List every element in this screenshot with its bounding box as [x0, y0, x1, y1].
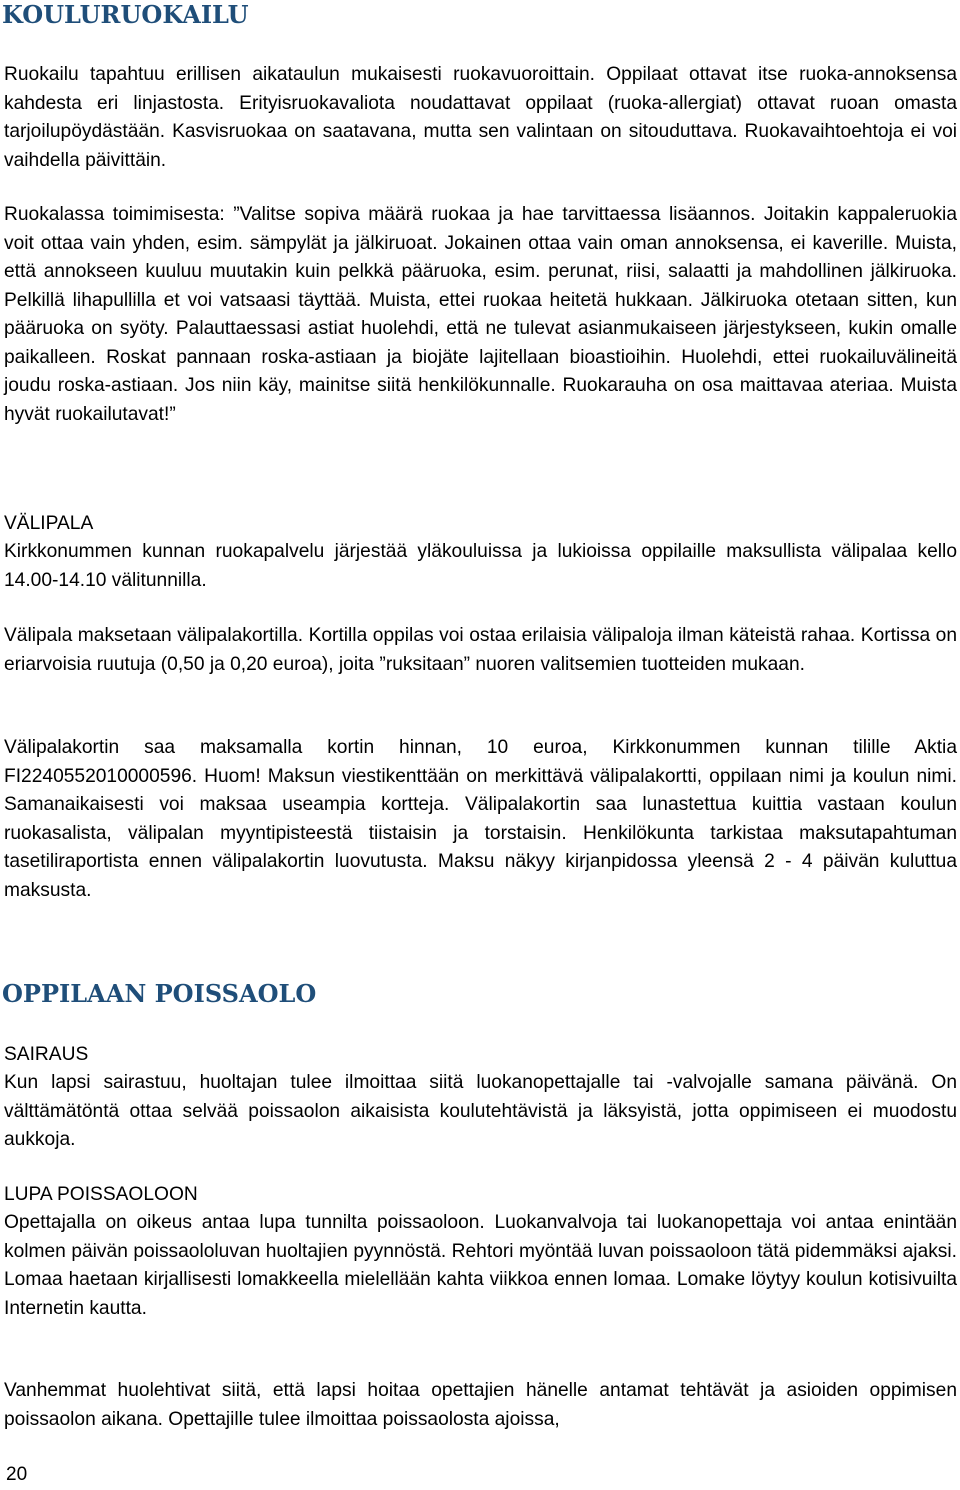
- paragraph-valipalakortti: Välipala maksetaan välipalakortilla. Kortilla oppilas voi ostaa erilaisia välipaloja ilman käteistä rahaa. Kortissa on eriarvoisia ruutuja (0,50 ja 0,20 euroa), joita ”ruksitaan” nuoren valitsemien tuotteiden mukaan.: [4, 625, 957, 675]
- paragraph-sairaus: Kun lapsi sairastuu, huoltajan tulee ilmoittaa siitä luokanopettajalle tai -valvojalle samana päivänä. On välttämätöntä ottaa selvää poissaolon aikaisista koulutehtävistä ja läksyistä, jotta oppimiseen ei muodostu aukkoja.: [4, 1072, 957, 1150]
- subheading-sairaus: SAIRAUS: [4, 1044, 89, 1065]
- page-number: 20: [6, 1464, 28, 1485]
- paragraph-valipala-intro: Kirkkonummen kunnan ruokapalvelu järjestää yläkouluissa ja lukioissa oppilaille maksullista välipalaa kello 14.00-14.10 välitunnilla.: [4, 541, 957, 591]
- paragraph-ruokailu: Ruokailu tapahtuu erillisen aikataulun mukaisesti ruokavuoroittain. Oppilaat ottavat itse ruoka-annoksensa kahdesta eri linjastosta. Erityisruokavaliota noudattavat oppilaat (ruoka-allergiat) ottavat ruoan omasta tarjoilupöydästään. Kasvisruokaa on saatavana, mutta sen valintaan on sitouduttava. Ruokavaihtoehtoja ei voi vaihdella päivittäin.: [4, 64, 957, 171]
- paragraph-ruokalassa-toimimisesta: Ruokalassa toimimisesta: ”Valitse sopiva määrä ruokaa ja hae tarvittaessa lisäannos. Joitakin kappaleruokia voit ottaa vain yhden, esim. sämpylät ja jälkiruoat. Jokainen ottaa vain oman annoksensa, ei kaverille. Muista, että annokseen kuuluu muutakin kuin pelkkä pääruoka, esim. perunat, riisi, salaatti ja mahdollinen jälkiruoka. Pelkillä lihapullilla et voi vatsaasi täyttää. Muista, ettei ruokaa heitetä hukkaan. Jälkiruoka otetaan sitten, kun pääruoka on syöty. Palauttaessasi astiat huolehdi, että ne tulevat asianmukaiseen järjestykseen, kukin omalle paikalleen. Roskat pannaan roska-astiaan ja biojäte lajitellaan bioastioihin. Huolehdi, ettei ruokailuvälineitä joudu roska-astiaan. Jos niin käy, mainitse siitä henkilökunnalle. Ruokarauha on osa maittavaa ateriaa. Muista hyvät ruokailutavat!”: [4, 204, 957, 425]
- subheading-valipala: VÄLIPALA: [4, 513, 94, 534]
- subheading-lupa-poissaoloon: LUPA POISSAOLOON: [4, 1184, 198, 1205]
- section-title-poissaolo: OPPILAAN POISSAOLO: [2, 979, 317, 1008]
- section-title-kouluruokailu: KOULURUOKAILU: [2, 0, 249, 29]
- paragraph-vanhemmat: Vanhemmat huolehtivat siitä, että lapsi hoitaa opettajien hänelle antamat tehtävät ja asioiden oppimisen poissaolon aikana. Opettajille tulee ilmoittaa poissaolosta ajoissa,: [4, 1380, 957, 1430]
- paragraph-lupa-poissaoloon: Opettajalla on oikeus antaa lupa tunnilta poissaoloon. Luokanvalvoja tai luokanopettaja voi antaa enintään kolmen päivän poissaololuvan huoltajien pyynnöstä. Rehtori myöntää luvan poissaoloon tätä pidemmäksi ajaksi. Lomaa haetaan kirjallisesti lomakkeella mielellään kahta viikkoa ennen lomaa. Lomake löytyy koulun kotisivuilta Internetin kautta.: [4, 1212, 957, 1319]
- paragraph-valipalakortin-maksu: Välipalakortin saa maksamalla kortin hinnan, 10 euroa, Kirkkonummen kunnan tilille Aktia FI2240552010000596. Huom! Maksun viestikenttään on merkittävä välipalakortti, oppilaan nimi ja koulun nimi. Samanaikaisesti voi maksaa useampia kortteja. Välipalakortin saa lunastettua kuittia vastaan koulun ruokasalista, välipalan myyntipisteestä tiistaisin ja torstaisin. Henkilökunta tarkistaa maksutapahtuman tasetiliraportista ennen välipalakortin luovutusta. Maksu näkyy kirjanpidossa yleensä 2 - 4 päivän kuluttua maksusta.: [4, 737, 957, 901]
